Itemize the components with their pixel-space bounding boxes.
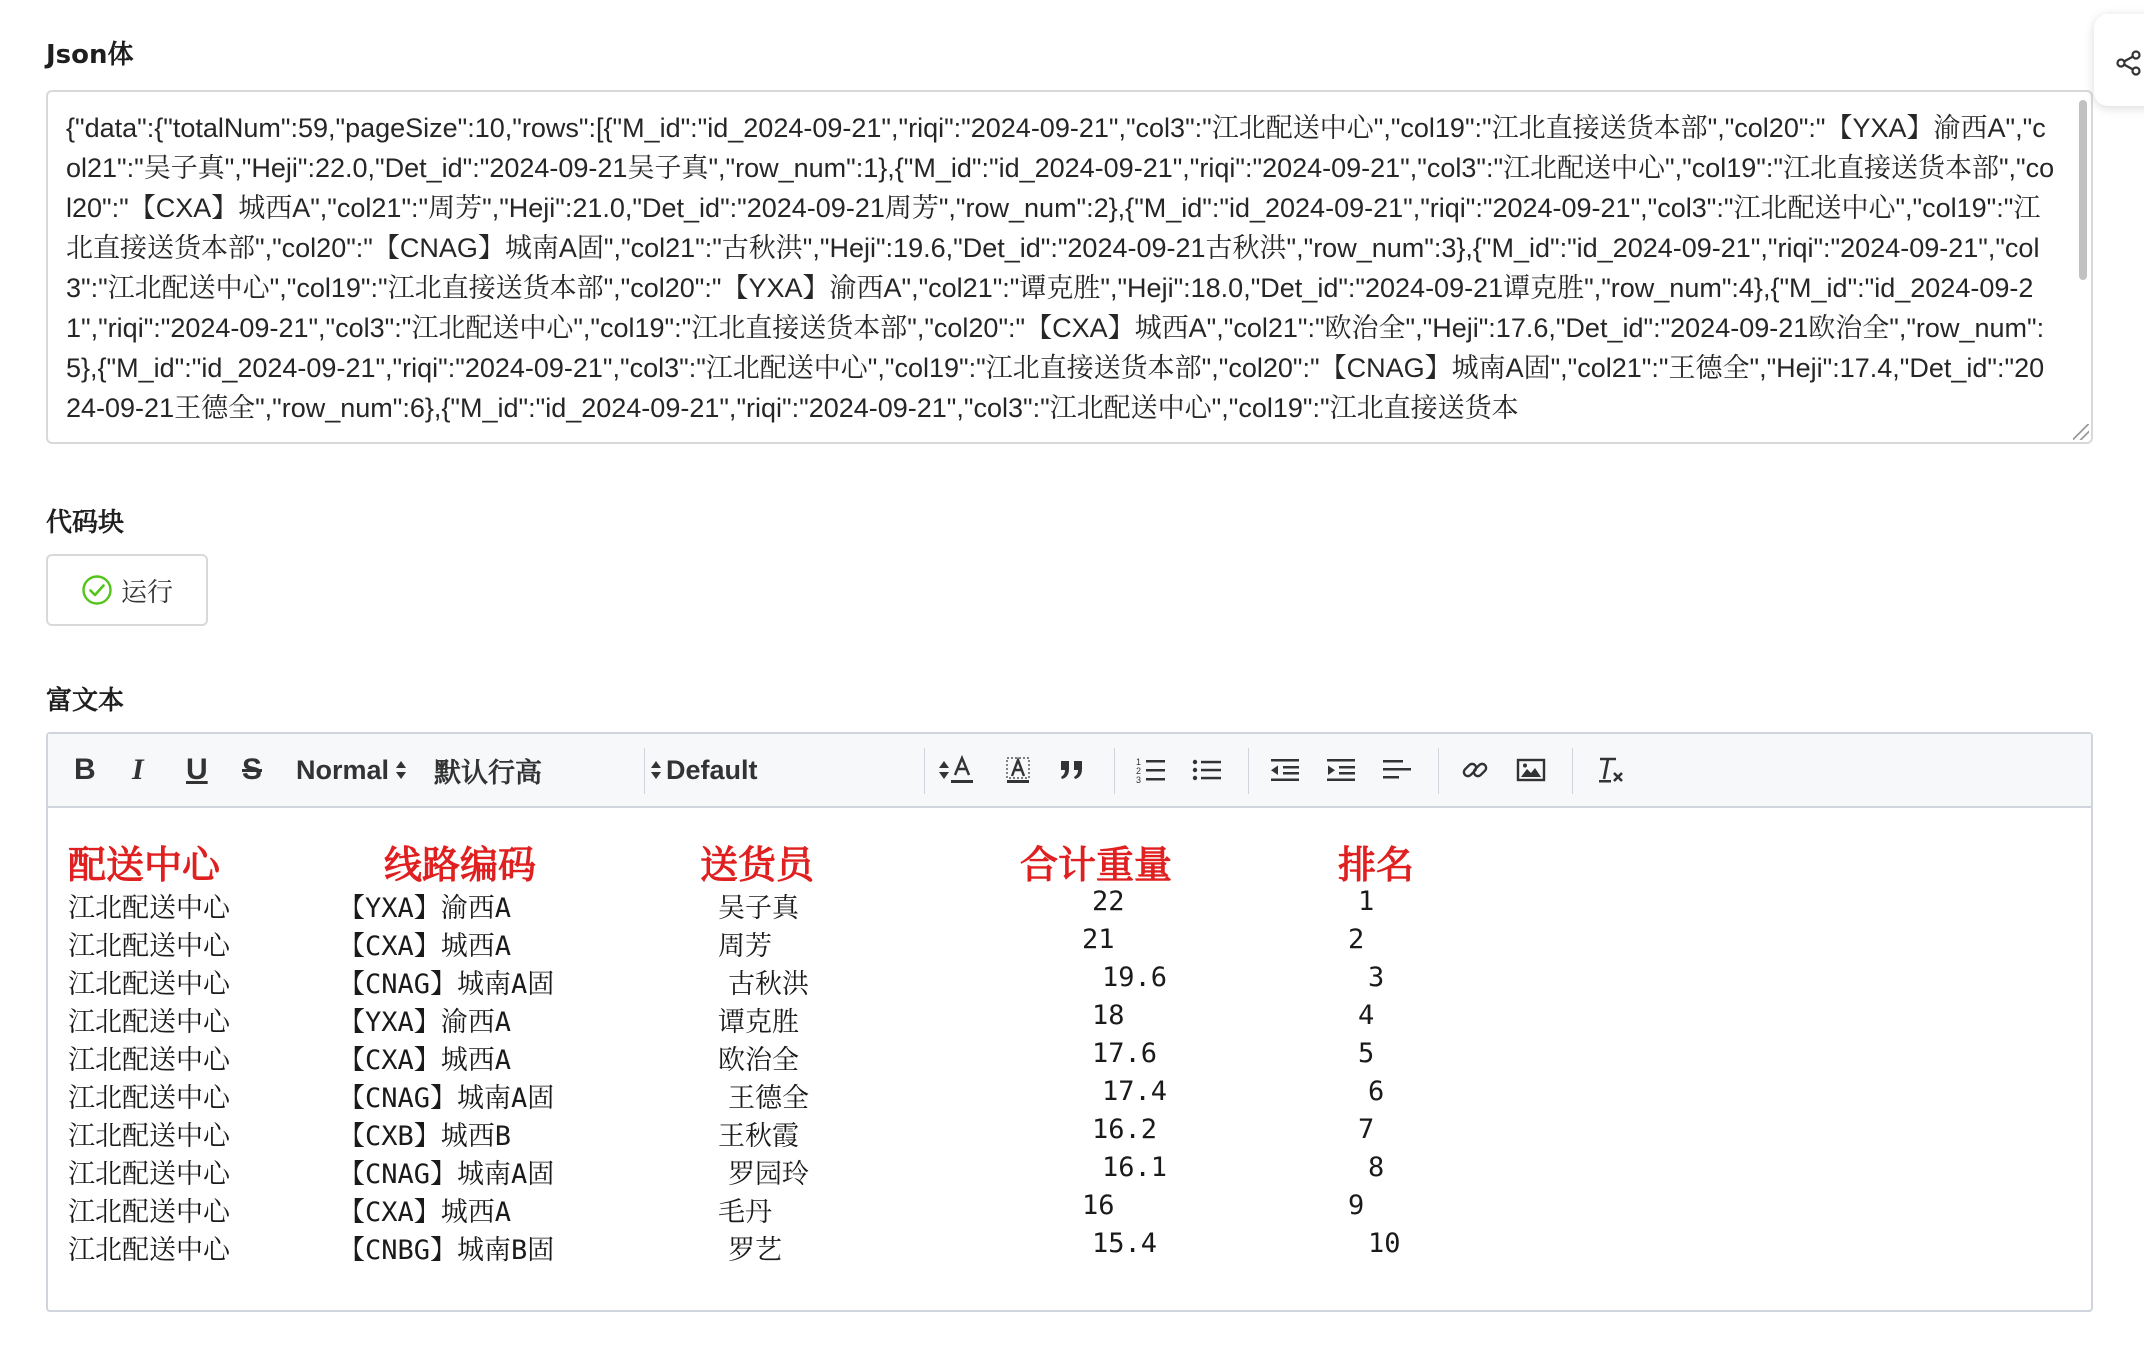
table-cell: 江北配送中心 (68, 1159, 230, 1190)
check-circle-icon (81, 574, 113, 606)
table-cell: 19.6 (1102, 962, 1168, 993)
code-section-label: 代码块 (46, 508, 125, 538)
underline-icon: U (186, 753, 208, 786)
table-cell: 17.4 (1102, 1076, 1168, 1107)
line-height-select[interactable] (434, 734, 664, 806)
table-cell: 9 (1348, 1190, 1365, 1221)
toolbar-divider (924, 748, 925, 794)
image-icon (1516, 757, 1546, 783)
table-cell: 7 (1358, 1114, 1375, 1145)
table-cell: 谭克胜 (718, 1007, 799, 1038)
table-cell: 【CNBG】城南B固 (338, 1235, 555, 1266)
table-cell: 4 (1358, 1000, 1375, 1031)
quote-icon (1058, 757, 1086, 783)
svg-text:1: 1 (1136, 757, 1142, 767)
share-button[interactable] (2094, 14, 2144, 106)
table-cell: 罗园玲 (728, 1159, 809, 1190)
table-cell: 6 (1368, 1076, 1385, 1107)
table-cell: 江北配送中心 (68, 931, 230, 962)
json-section-label: Json体 (46, 40, 134, 70)
table-cell: 16.2 (1092, 1114, 1158, 1145)
bold-button[interactable] (74, 734, 96, 806)
table-header: 排名 (1338, 843, 1415, 887)
table-cell: 毛丹 (718, 1197, 772, 1228)
table-cell: 王秋霞 (718, 1121, 799, 1152)
svg-text:2: 2 (1136, 766, 1142, 776)
table-cell: 3 (1368, 962, 1385, 993)
background-color-icon (1004, 755, 1032, 785)
indent-button[interactable] (1326, 734, 1356, 806)
table-cell: 22 (1092, 886, 1125, 917)
table-cell: 18 (1092, 1000, 1125, 1031)
run-button-label: 运行 (120, 576, 173, 607)
font-select[interactable] (666, 734, 952, 806)
toolbar-divider (1248, 748, 1249, 794)
clear-format-button[interactable] (1594, 734, 1626, 806)
ordered-list-icon (1136, 756, 1166, 784)
background-color-button[interactable] (1004, 734, 1032, 806)
table-cell: 8 (1368, 1152, 1385, 1183)
heading-select[interactable] (296, 734, 407, 806)
bullet-list-button[interactable] (1192, 734, 1222, 806)
clear-format-icon (1594, 755, 1626, 785)
table-cell: 吴子真 (718, 893, 799, 924)
font-select-value: Default (666, 754, 758, 785)
blockquote-button[interactable] (1058, 734, 1086, 806)
heading-select-value: Normal (296, 754, 390, 785)
editor-toolbar (48, 734, 2091, 808)
table-cell: 江北配送中心 (68, 1007, 230, 1038)
rich-text-editor[interactable] (46, 732, 2093, 1312)
table-cell: 5 (1358, 1038, 1375, 1069)
table-cell: 欧治全 (718, 1045, 799, 1076)
bold-icon: B (74, 753, 96, 786)
table-header: 送货员 (700, 843, 815, 887)
table-header: 合计重量 (1020, 843, 1173, 887)
table-cell: 江北配送中心 (68, 1235, 230, 1266)
table-cell: 周芳 (718, 931, 772, 962)
font-color-icon (948, 755, 976, 785)
underline-button[interactable] (186, 734, 208, 806)
updown-caret-icon (650, 759, 662, 781)
link-icon (1460, 755, 1490, 785)
rich-text-section-label: 富文本 (46, 686, 125, 716)
table-header: 配送中心 (68, 843, 221, 887)
table-cell: 17.6 (1092, 1038, 1158, 1069)
outdent-button[interactable] (1270, 734, 1300, 806)
json-textarea[interactable] (46, 90, 2093, 444)
share-icon (2116, 50, 2142, 76)
toolbar-divider (644, 748, 645, 794)
font-color-button[interactable] (948, 734, 976, 806)
table-cell: 【CXB】城西B (338, 1121, 512, 1152)
table-cell: 【YXA】渝西A (338, 893, 512, 924)
resize-handle-icon[interactable] (2073, 424, 2089, 440)
table-cell: 2 (1348, 924, 1365, 955)
table-cell: 古秋洪 (728, 969, 809, 1000)
json-content[interactable]: {"data":{"totalNum":59,"pageSize":10,"rows":[{"M_id":"id_2024-09-21","riqi":"2024-09-21","col3":"江北配送中心","col19":"江北直接送货本部","col20":"【YXA】渝西A","col21":"吴子真","Heji":22.0,"Det_id":"2024-09-21吴子真","row_num":1},{"M_id":"id_2024-09-21","riqi":"2024-09-21","col3":"江北配送中心","col19":"江北直接送货本部","col20":"【CXA】城西A","col21":"周芳","Heji":21.0,"Det_id":"2024-09-21周芳","row_num":2},{"M_id":"id_2024-09-21","riqi":"2024-09-21","col3":"江北配送中心","col19":"江北直接送货本部","col20":"【CNAG】城南A固","col21":"古秋洪","Heji":19.6,"Det_id":"2024-09-21古秋洪","row_num":3},{"M_id":"id_2024-09-21","riqi":"2024-09-21","col3":"江北配送中心","col19":"江北直接送货本部","col20":"【YXA】渝西A","col21":"谭克胜","Heji":18.0,"Det_id":"2024-09-21谭克胜","row_num":4},{"M_id":"id_2024-09-21","riqi":"2024-09-21","col3":"江北配送中心","col19":"江北直接送货本部","col20":"【CXA】城西A","col21":"欧治全","Heji":17.6,"Det_id":"2024-09-21欧治全","row_num":5},{"M_id":"id_2024-09-21","riqi":"2024-09-21","col3":"江北配送中心","col19":"江北直接送货本部","col20":"【CNAG】城南A固","col21":"王德全","Heji":17.4,"Det_id":"2024-09-21王德全","row_num":6},{"M_id":"id_2024-09-21","riqi":"2024-09-21","col3":"江北配送中心","col19":"江北直接送货本 (66, 113, 2055, 423)
table-cell: 【CNAG】城南A固 (338, 1083, 555, 1114)
indent-icon (1326, 757, 1356, 783)
table-cell: 21 (1082, 924, 1115, 955)
strikethrough-icon: S (242, 753, 263, 786)
table-header: 线路编码 (384, 843, 537, 887)
toolbar-divider (1114, 748, 1115, 794)
table-cell: 【CNAG】城南A固 (338, 969, 555, 1000)
table-cell: 【CXA】城西A (338, 931, 512, 962)
ordered-list-button[interactable] (1136, 734, 1166, 806)
link-button[interactable] (1460, 734, 1490, 806)
table-cell: 江北配送中心 (68, 893, 230, 924)
table-cell: 16.1 (1102, 1152, 1168, 1183)
toolbar-divider (1572, 748, 1573, 794)
table-cell: 江北配送中心 (68, 1197, 230, 1228)
table-cell: 【YXA】渝西A (338, 1007, 512, 1038)
bullet-list-icon (1192, 757, 1222, 783)
svg-text:3: 3 (1136, 775, 1142, 784)
italic-button[interactable] (132, 734, 144, 806)
table-cell: 15.4 (1092, 1228, 1158, 1259)
image-button[interactable] (1516, 734, 1546, 806)
toolbar-divider (1438, 748, 1439, 794)
outdent-icon (1270, 757, 1300, 783)
table-cell: 江北配送中心 (68, 1083, 230, 1114)
updown-caret-icon (395, 759, 407, 781)
table-cell: 罗艺 (728, 1235, 782, 1266)
table-cell: 【CXA】城西A (338, 1197, 512, 1228)
table-cell: 10 (1368, 1228, 1401, 1259)
table-cell: 16 (1082, 1190, 1115, 1221)
table-cell: 【CXA】城西A (338, 1045, 512, 1076)
strikethrough-button[interactable] (242, 734, 262, 806)
table-cell: 江北配送中心 (68, 969, 230, 1000)
table-cell: 【CNAG】城南A固 (338, 1159, 555, 1190)
run-button[interactable] (46, 554, 208, 626)
table-cell: 江北配送中心 (68, 1121, 230, 1152)
align-left-icon (1382, 758, 1412, 782)
table-cell: 1 (1358, 886, 1375, 917)
italic-icon: I (132, 753, 144, 786)
table-cell: 江北配送中心 (68, 1045, 230, 1076)
table-cell: 王德全 (728, 1083, 809, 1114)
json-scrollbar[interactable] (2079, 100, 2087, 280)
align-button[interactable] (1382, 734, 1412, 806)
line-height-select-value: 默认行高 (434, 757, 542, 788)
